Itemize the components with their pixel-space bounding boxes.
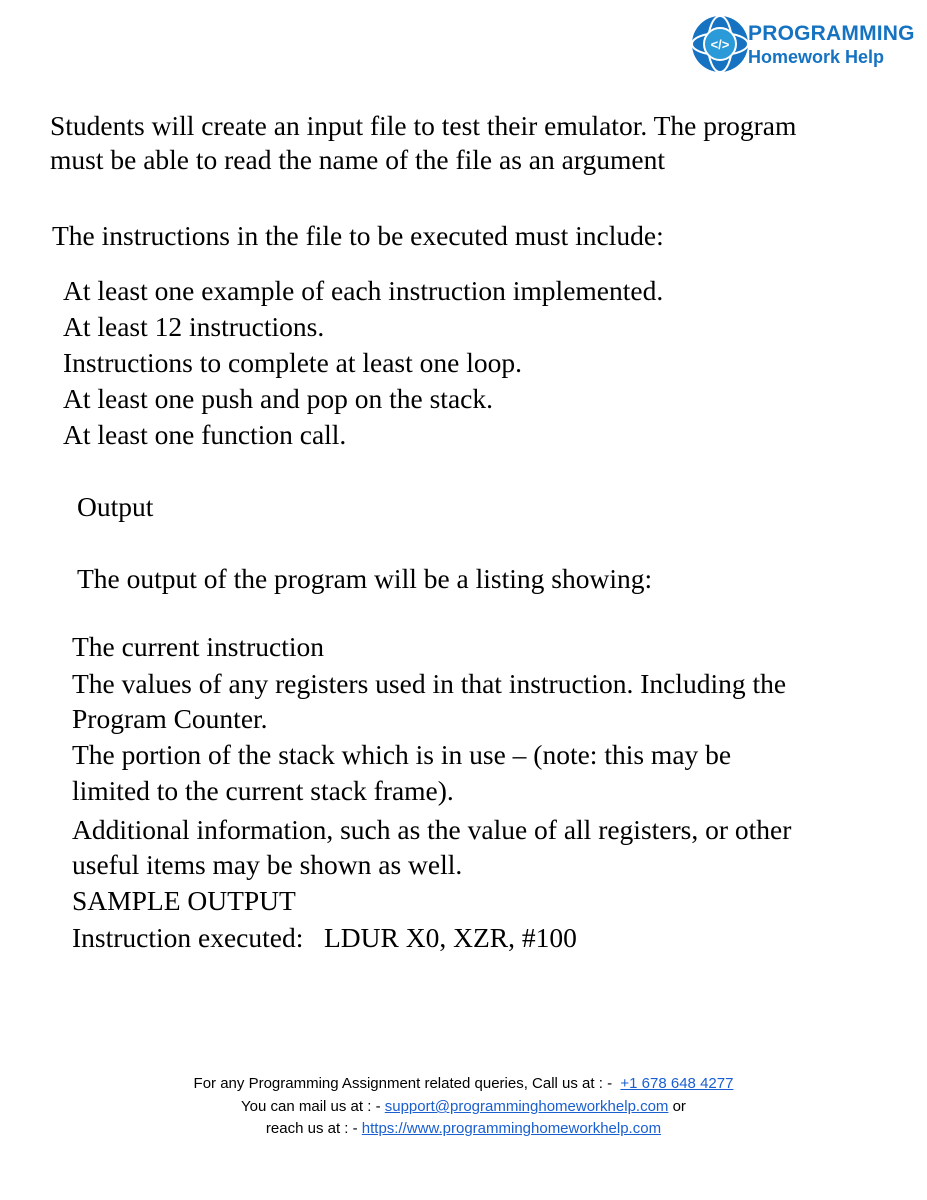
output-item: Program Counter.: [72, 703, 268, 734]
requirement-item: At least one example of each instruction implemented.: [63, 275, 664, 306]
logo-title: PROGRAMMING: [748, 22, 915, 45]
email-link[interactable]: support@programminghomeworkhelp.com: [384, 1098, 669, 1115]
output-item: Additional information, such as the value of all registers, or other: [72, 814, 792, 845]
requirement-item: At least one push and pop on the stack.: [63, 383, 493, 414]
sample-output-label: SAMPLE OUTPUT: [72, 885, 296, 916]
intro-line-2: must be able to read the name of the file as an argument: [50, 144, 665, 175]
output-item: The values of any registers used in that instruction. Including the: [72, 668, 787, 699]
output-item: The portion of the stack which is in use – (note: this may be: [72, 739, 732, 770]
output-item: limited to the current stack frame).: [72, 775, 454, 806]
intro-line-1: Students will create an input file to test their emulator. The program: [50, 110, 797, 141]
sample-instruction: Instruction executed: LDUR X0, XZR, #100: [72, 922, 577, 953]
code-glyph: </>: [710, 37, 730, 52]
phone-link[interactable]: +1 678 648 4277: [620, 1075, 734, 1092]
footer-line-2: [0, 1096, 927, 1117]
requirement-item: At least one function call.: [63, 419, 347, 450]
footer-call-text: For any Programming Assignment related queries, Call us at : -: [193, 1075, 621, 1092]
globe-code-icon: [690, 14, 750, 74]
footer-reach-text: reach us at : -: [265, 1120, 362, 1137]
footer-line-1: [0, 1073, 927, 1094]
logo-subtitle: Homework Help: [748, 47, 885, 67]
requirement-item: Instructions to complete at least one loop.: [63, 347, 522, 378]
footer-or-text: or: [668, 1098, 686, 1115]
output-item: useful items may be shown as well.: [72, 849, 463, 880]
output-item: The current instruction: [72, 631, 324, 662]
footer-line-3: [0, 1118, 927, 1139]
footer-mail-text: You can mail us at : -: [241, 1098, 385, 1115]
brand-logo: [690, 14, 915, 84]
website-link[interactable]: https://www.programminghomeworkhelp.com: [361, 1120, 662, 1137]
requirement-item: At least 12 instructions.: [63, 311, 325, 342]
requirements-heading: The instructions in the file to be executed must include:: [52, 220, 664, 251]
output-intro: The output of the program will be a listing showing:: [77, 563, 653, 594]
output-heading: Output: [77, 491, 154, 522]
